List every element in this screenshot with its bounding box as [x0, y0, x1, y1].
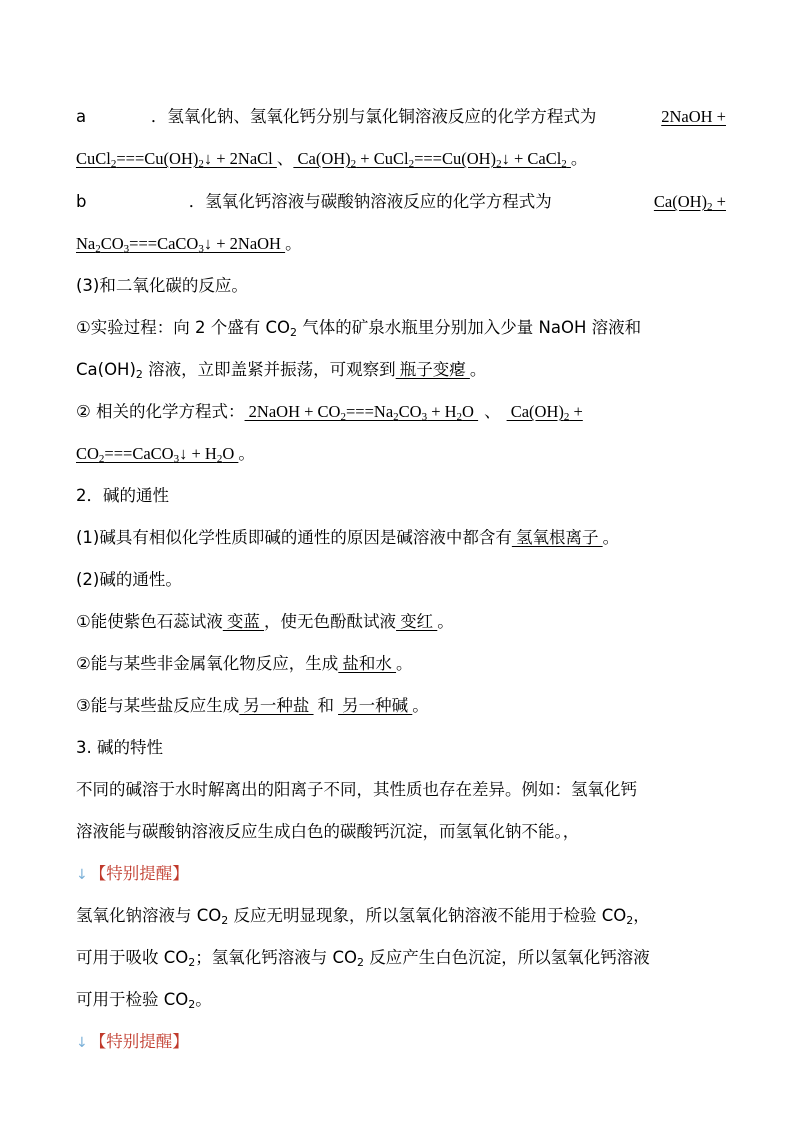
equation-answer-2: $CO_2===CaCO_3↓ + H_2O$ [76, 444, 239, 465]
general-q1: (1)碱具有相似化学性质即碱的通性的原因是碱溶液中都含有 氢氧根离子 。 [76, 528, 620, 547]
general-item-3-answer-1: 另一种盐 [239, 696, 314, 715]
part-a-answer-2: $Ca(OH)_2$ + $CuCl_2===Cu(OH)_2↓$ + CaCl$_2$ [293, 149, 567, 170]
part-b-end: 。 [285, 234, 302, 253]
general-item-1-answer-2: 变红 [396, 612, 438, 631]
section-3-heading: (3)和二氧化碳的反应。 [76, 276, 248, 295]
part-a-label: a [76, 107, 87, 126]
general-sub-heading: (2)碱的通性。 [76, 570, 182, 589]
part-a-answer-1: $CuCl_2===Cu(OH)_2↓$ + 2NaCl [76, 149, 277, 170]
experiment-line-1: ①实验过程：向 2 个盛有 $CO_2$ 气体的矿泉水瓶里分别加入少量 NaOH 溶液和 [76, 318, 642, 339]
general-item-2: ②能与某些非金属氧化物反应，生成 盐和水 。 [76, 654, 413, 673]
part-b-answer: $Na_2CO_3===CaCO_3↓$ + 2NaOH [76, 234, 286, 255]
part-a-question: ．氢氧化钠、氢氧化钙分别与氯化铜溶液反应的化学方程式为 [150, 107, 597, 126]
general-item-3-answer-2: 另一种碱 [338, 696, 413, 715]
general-item-2-answer: 盐和水 [338, 654, 397, 673]
general-item-3: ③能与某些盐反应生成 另一种盐 和 另一种碱 。 [76, 696, 429, 715]
special-paragraph-line-2: 溶液能与碳酸钠溶液反应生成白色的碳酸钙沉淀，而氢氧化钠不能。， [76, 822, 580, 841]
special-paragraph-line-1: 不同的碱溶于水时解离出的阳离子不同，其性质也存在差异。例如：氢氧化钙 [76, 780, 637, 799]
part-a-answer-1-start: 2NaOH + [661, 107, 726, 126]
tip-1-title: 【特别提醒】 [89, 864, 189, 883]
general-item-1-answer-1: 变蓝 [222, 612, 265, 631]
part-b-label: b [76, 192, 87, 211]
equation-answer-1: 2NaOH + $CO_2===Na_2CO_3 + H_2O$ [244, 402, 479, 423]
tip-1-line-1: 氢氧化钠溶液与 $CO_2$ 反应无明显现象，所以氢氧化钠溶液不能用于检验 $CO_2$， [76, 906, 650, 927]
tip-marker-icon: ↓ [76, 1035, 88, 1051]
part-b-line-2 [76, 233, 726, 255]
part-a-line-2 [76, 148, 726, 170]
part-a-separator: 、 [276, 149, 294, 168]
part-a-line-1 [76, 106, 726, 128]
part-b-question: ．氢氧化钙溶液与碳酸钠溶液反应的化学方程式为 [188, 192, 552, 211]
experiment-line-2: $Ca(OH)_2$ 溶液，立即盖紧并振荡，可观察到 瓶子变瘪 。 [76, 360, 487, 381]
experiment-answer: 瓶子变瘪 [395, 360, 470, 379]
tip-1-line-2: 可用于吸收 $CO_2$；氢氧化钙溶液与 $CO_2$ 反应产生白色沉淀，所以氢氧化钙溶液 [76, 948, 650, 969]
part-b-line-1 [76, 191, 726, 213]
tip-1-line-3: 可用于检验 $CO_2$。 [76, 990, 212, 1011]
tip-1-heading [76, 863, 726, 886]
part-a-end: 。 [570, 149, 588, 168]
tip-2-title: 【特别提醒】 [89, 1032, 189, 1051]
tip-marker-icon: ↓ [76, 867, 88, 883]
equation-line-2: $CO_2===CaCO_3↓ + H_2O$ 。 [76, 444, 255, 465]
part-b-answer-start: $Ca(OH)_2$ + [653, 192, 726, 213]
general-q1-answer: 氢氧根离子 [511, 528, 603, 547]
general-item-1: ①能使紫色石蕊试液 变蓝 ，使无色酚酞试液 变红 。 [76, 612, 454, 631]
tip-2-heading [76, 1031, 726, 1054]
equation-answer-2-start: $Ca(OH)_2$ + [506, 402, 583, 423]
equation-line-1: ② 相关的化学方程式： 2NaOH + $CO_2===Na_2CO_3 + H_2O$ 、 $Ca(OH)_2$ + [76, 402, 583, 423]
equation-label: ② 相关的化学方程式： [76, 402, 245, 421]
section-2-heading: 2．碱的通性 [76, 486, 169, 505]
section-3-special-heading: 3. 碱的特性 [76, 738, 163, 757]
